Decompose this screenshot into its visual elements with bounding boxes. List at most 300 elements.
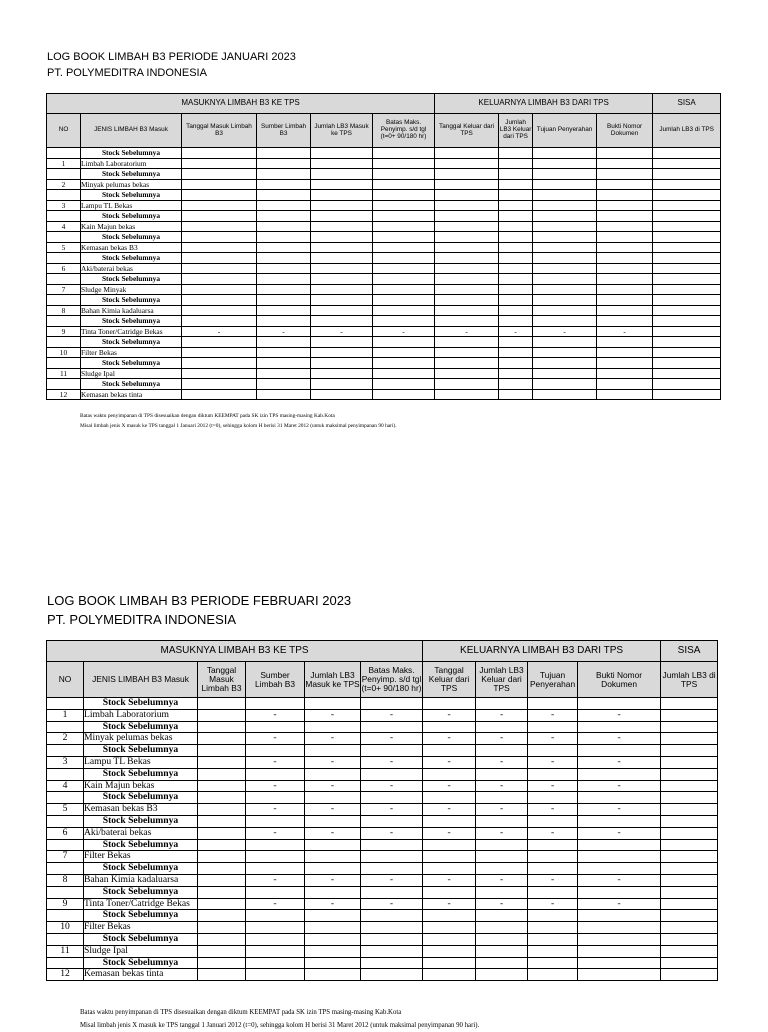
table-cell bbox=[435, 337, 499, 348]
table-cell bbox=[361, 863, 423, 875]
waste-type-name: Kemasan bekas tinta bbox=[84, 969, 198, 981]
table-cell bbox=[578, 957, 661, 969]
table-cell bbox=[578, 839, 661, 851]
table-cell bbox=[305, 851, 361, 863]
table-cell bbox=[533, 389, 597, 400]
table-cell bbox=[578, 886, 661, 898]
col-header-tujuan: Tujuan Penyerahan bbox=[528, 662, 578, 698]
waste-type-name: Limbah Laboratorium bbox=[81, 158, 182, 169]
stock-row bbox=[47, 792, 718, 804]
table-cell: - bbox=[373, 326, 435, 337]
table-cell bbox=[198, 969, 246, 981]
table-cell bbox=[257, 221, 311, 232]
table-cell bbox=[257, 379, 311, 390]
table-cell bbox=[373, 179, 435, 190]
col-header-tujuan: Tujuan Penyerahan bbox=[533, 114, 597, 148]
table-cell: - bbox=[305, 709, 361, 721]
table-row bbox=[47, 326, 721, 337]
table-cell bbox=[499, 179, 533, 190]
table-cell bbox=[435, 347, 499, 358]
table-row bbox=[47, 898, 718, 910]
table-cell bbox=[661, 792, 718, 804]
table-cell bbox=[246, 698, 305, 710]
table-cell bbox=[198, 945, 246, 957]
row-number: 10 bbox=[47, 347, 81, 358]
stock-label: Stock Sebelumnya bbox=[81, 253, 182, 264]
table-cell bbox=[597, 211, 653, 222]
table-cell bbox=[597, 274, 653, 285]
table-cell bbox=[305, 815, 361, 827]
table-row bbox=[47, 756, 718, 768]
table-cell bbox=[653, 358, 721, 369]
table-cell bbox=[305, 969, 361, 981]
table-cell bbox=[373, 242, 435, 253]
table-cell bbox=[373, 379, 435, 390]
table-cell bbox=[435, 169, 499, 180]
table-cell bbox=[182, 253, 257, 264]
table-cell bbox=[182, 295, 257, 306]
table-cell bbox=[423, 957, 476, 969]
table-cell bbox=[373, 200, 435, 211]
table-cell bbox=[533, 190, 597, 201]
table-cell: - bbox=[476, 733, 528, 745]
table-cell bbox=[305, 957, 361, 969]
table-row bbox=[47, 179, 721, 190]
stock-row bbox=[47, 148, 721, 159]
table-cell bbox=[423, 698, 476, 710]
col-header-no: NO bbox=[47, 114, 81, 148]
table-cell bbox=[182, 242, 257, 253]
table-cell bbox=[246, 792, 305, 804]
table-cell bbox=[311, 305, 373, 316]
table-cell bbox=[47, 190, 81, 201]
company-name: PT. POLYMEDITRA INDONESIA bbox=[47, 612, 237, 627]
stock-row bbox=[47, 337, 721, 348]
table-cell bbox=[661, 698, 718, 710]
waste-type-name: Tinta Toner/Catridge Bekas bbox=[84, 898, 198, 910]
table-cell bbox=[246, 815, 305, 827]
table-cell bbox=[182, 169, 257, 180]
table-cell: - bbox=[423, 827, 476, 839]
table-cell bbox=[653, 200, 721, 211]
table-cell bbox=[361, 969, 423, 981]
table-cell bbox=[435, 263, 499, 274]
table-cell bbox=[597, 148, 653, 159]
table-cell bbox=[597, 347, 653, 358]
table-cell bbox=[533, 211, 597, 222]
table-cell bbox=[597, 284, 653, 295]
waste-type-name: Lampu TL Bekas bbox=[84, 756, 198, 768]
table-cell bbox=[597, 253, 653, 264]
col-header-jenis: JENIS LIMBAH B3 Masuk bbox=[84, 662, 198, 698]
table-cell bbox=[423, 768, 476, 780]
table-cell bbox=[578, 922, 661, 934]
table-cell bbox=[499, 337, 533, 348]
table-cell: - bbox=[597, 326, 653, 337]
table-cell bbox=[257, 295, 311, 306]
table-cell bbox=[311, 179, 373, 190]
table-cell bbox=[361, 922, 423, 934]
table-cell: - bbox=[305, 756, 361, 768]
table-row bbox=[47, 733, 718, 745]
table-cell bbox=[528, 863, 578, 875]
table-cell bbox=[476, 851, 528, 863]
stock-label: Stock Sebelumnya bbox=[81, 295, 182, 306]
table-cell bbox=[305, 792, 361, 804]
table-row bbox=[47, 780, 718, 792]
table-cell: - bbox=[361, 874, 423, 886]
table-cell bbox=[246, 957, 305, 969]
table-cell bbox=[435, 253, 499, 264]
table-cell bbox=[533, 263, 597, 274]
col-header-sisa: Jumlah LB3 di TPS bbox=[653, 114, 721, 148]
col-header-jumlah-masuk: Jumlah LB3 Masuk ke TPS bbox=[311, 114, 373, 148]
table-row bbox=[47, 709, 718, 721]
table-cell bbox=[246, 851, 305, 863]
table-row bbox=[47, 263, 721, 274]
table-cell bbox=[653, 148, 721, 159]
table-cell bbox=[499, 242, 533, 253]
table-cell bbox=[476, 792, 528, 804]
table-cell bbox=[499, 232, 533, 243]
table-cell bbox=[578, 933, 661, 945]
table-cell bbox=[257, 200, 311, 211]
table-cell bbox=[257, 358, 311, 369]
table-cell bbox=[311, 242, 373, 253]
table-cell bbox=[499, 358, 533, 369]
table-cell bbox=[182, 368, 257, 379]
table-cell bbox=[578, 768, 661, 780]
table-cell bbox=[423, 851, 476, 863]
table-body bbox=[47, 148, 721, 400]
table-cell bbox=[653, 368, 721, 379]
table-cell bbox=[653, 347, 721, 358]
table-cell: - bbox=[578, 804, 661, 816]
table-cell bbox=[653, 379, 721, 390]
table-cell bbox=[435, 305, 499, 316]
table-cell bbox=[198, 839, 246, 851]
table-cell bbox=[597, 169, 653, 180]
table-cell: - bbox=[361, 804, 423, 816]
col-header-sumber: Sumber Limbah B3 bbox=[257, 114, 311, 148]
table-row bbox=[47, 242, 721, 253]
stock-label: Stock Sebelumnya bbox=[81, 274, 182, 285]
table-cell bbox=[47, 379, 81, 390]
stock-row bbox=[47, 910, 718, 922]
table-cell bbox=[361, 886, 423, 898]
table-cell bbox=[533, 316, 597, 327]
table-cell bbox=[528, 698, 578, 710]
table-cell bbox=[578, 851, 661, 863]
table-cell bbox=[311, 337, 373, 348]
stock-label: Stock Sebelumnya bbox=[81, 232, 182, 243]
table-cell bbox=[47, 316, 81, 327]
table-cell bbox=[476, 957, 528, 969]
group-header-in: MASUKNYA LIMBAH B3 KE TPS bbox=[47, 94, 435, 114]
table-cell bbox=[198, 922, 246, 934]
table-cell bbox=[373, 158, 435, 169]
stock-row bbox=[47, 211, 721, 222]
table-cell bbox=[476, 910, 528, 922]
table-cell: - bbox=[361, 756, 423, 768]
table-cell bbox=[198, 898, 246, 910]
table-cell bbox=[661, 839, 718, 851]
table-cell bbox=[597, 232, 653, 243]
table-cell bbox=[311, 211, 373, 222]
col-header-tanggal-masuk: Tanggal Masuk Limbah B3 bbox=[198, 662, 246, 698]
table-cell bbox=[499, 316, 533, 327]
group-header-sisa: SISA bbox=[661, 641, 718, 662]
table-cell bbox=[661, 874, 718, 886]
waste-type-name: Limbah Laboratorium bbox=[84, 709, 198, 721]
stock-row bbox=[47, 358, 721, 369]
row-number: 12 bbox=[47, 969, 84, 981]
table-cell bbox=[653, 305, 721, 316]
table-cell bbox=[361, 698, 423, 710]
row-number: 4 bbox=[47, 780, 84, 792]
table-cell bbox=[47, 358, 81, 369]
table-cell bbox=[653, 169, 721, 180]
stock-row bbox=[47, 839, 718, 851]
table-cell bbox=[578, 863, 661, 875]
row-number: 7 bbox=[47, 284, 81, 295]
table-cell bbox=[198, 851, 246, 863]
table-cell bbox=[533, 242, 597, 253]
table-cell bbox=[47, 721, 84, 733]
row-number: 2 bbox=[47, 179, 81, 190]
row-number: 6 bbox=[47, 827, 84, 839]
table-cell: - bbox=[361, 898, 423, 910]
table-cell bbox=[47, 933, 84, 945]
table-cell bbox=[499, 169, 533, 180]
table-cell bbox=[361, 851, 423, 863]
table-cell bbox=[47, 211, 81, 222]
group-header-out: KELUARNYA LIMBAH B3 DARI TPS bbox=[423, 641, 661, 662]
table-cell bbox=[198, 910, 246, 922]
table-cell: - bbox=[305, 733, 361, 745]
table-cell: - bbox=[257, 326, 311, 337]
table-cell bbox=[661, 756, 718, 768]
waste-type-name: Bahan Kimia kadaluarsa bbox=[81, 305, 182, 316]
table-cell bbox=[257, 305, 311, 316]
table-cell: - bbox=[246, 898, 305, 910]
stock-label: Stock Sebelumnya bbox=[84, 698, 198, 710]
table-cell: - bbox=[578, 827, 661, 839]
table-cell bbox=[597, 295, 653, 306]
logbook-table bbox=[46, 640, 718, 981]
table-cell bbox=[182, 148, 257, 159]
table-cell bbox=[257, 337, 311, 348]
col-header-no: NO bbox=[47, 662, 84, 698]
table-cell bbox=[597, 316, 653, 327]
table-cell bbox=[311, 169, 373, 180]
table-cell bbox=[661, 768, 718, 780]
table-cell bbox=[661, 721, 718, 733]
table-cell bbox=[578, 721, 661, 733]
footnote: Misal limbah jenis X masuk ke TPS tanggal 1 Januari 2012 (t=0), sehingga kolom H berisi 31 Maret 2012 (untuk maksimal penyimpanan 90 hari). bbox=[80, 1022, 480, 1029]
table-cell: - bbox=[246, 756, 305, 768]
table-cell bbox=[423, 721, 476, 733]
table-cell bbox=[435, 179, 499, 190]
table-cell bbox=[47, 863, 84, 875]
table-cell bbox=[499, 200, 533, 211]
table-cell bbox=[311, 347, 373, 358]
table-cell bbox=[476, 745, 528, 757]
stock-row bbox=[47, 190, 721, 201]
table-cell bbox=[661, 886, 718, 898]
waste-type-name: Kemasan bekas B3 bbox=[81, 242, 182, 253]
table-cell bbox=[373, 295, 435, 306]
stock-row bbox=[47, 274, 721, 285]
waste-type-name: Minyak pelumas bekas bbox=[84, 733, 198, 745]
table-cell bbox=[435, 274, 499, 285]
table-cell bbox=[423, 792, 476, 804]
table-cell bbox=[435, 232, 499, 243]
table-cell bbox=[661, 933, 718, 945]
table-cell bbox=[653, 232, 721, 243]
table-cell: - bbox=[305, 780, 361, 792]
table-cell bbox=[198, 815, 246, 827]
table-cell bbox=[311, 316, 373, 327]
footnotes bbox=[80, 1006, 479, 1032]
waste-type-name: Kemasan bekas B3 bbox=[84, 804, 198, 816]
stock-row bbox=[47, 745, 718, 757]
col-header-jumlah-keluar: Jumlah LB3 Keluar dari TPS bbox=[499, 114, 533, 148]
footnote: Batas waktu penyimpanan di TPS disesuaikan dengan diktum KEEMPAT pada SK izin TPS masing-masing Kab.Kota bbox=[80, 413, 335, 419]
stock-label: Stock Sebelumnya bbox=[84, 839, 198, 851]
stock-row bbox=[47, 863, 718, 875]
table-cell bbox=[533, 368, 597, 379]
table-cell bbox=[435, 242, 499, 253]
table-cell bbox=[373, 263, 435, 274]
table-cell bbox=[182, 263, 257, 274]
table-cell bbox=[246, 863, 305, 875]
table-cell bbox=[661, 745, 718, 757]
table-cell bbox=[653, 179, 721, 190]
table-cell: - bbox=[246, 733, 305, 745]
table-cell: - bbox=[361, 827, 423, 839]
table-cell bbox=[435, 389, 499, 400]
col-header-jumlah-masuk: Jumlah LB3 Masuk ke TPS bbox=[305, 662, 361, 698]
table-cell bbox=[198, 874, 246, 886]
table-cell bbox=[661, 827, 718, 839]
col-header-bukti: Bukti Nomor Dokumen bbox=[597, 114, 653, 148]
table-cell bbox=[653, 253, 721, 264]
table-cell bbox=[47, 295, 81, 306]
table-cell bbox=[528, 851, 578, 863]
row-number: 9 bbox=[47, 326, 81, 337]
waste-type-name: Kain Majun bekas bbox=[84, 780, 198, 792]
stock-label: Stock Sebelumnya bbox=[84, 886, 198, 898]
table-row bbox=[47, 389, 721, 400]
table-row bbox=[47, 922, 718, 934]
table-cell bbox=[373, 358, 435, 369]
waste-type-name: Aki/baterai bekas bbox=[81, 263, 182, 274]
table-cell bbox=[373, 253, 435, 264]
stock-label: Stock Sebelumnya bbox=[81, 337, 182, 348]
table-cell: - bbox=[423, 898, 476, 910]
table-cell bbox=[476, 698, 528, 710]
table-cell bbox=[311, 221, 373, 232]
table-cell bbox=[597, 337, 653, 348]
table-cell bbox=[476, 839, 528, 851]
table-cell bbox=[533, 274, 597, 285]
table-cell bbox=[528, 910, 578, 922]
table-cell bbox=[182, 379, 257, 390]
table-cell bbox=[47, 698, 84, 710]
table-cell bbox=[47, 232, 81, 243]
stock-row bbox=[47, 379, 721, 390]
table-cell bbox=[257, 158, 311, 169]
table-cell bbox=[305, 721, 361, 733]
table-cell bbox=[246, 945, 305, 957]
table-cell bbox=[499, 305, 533, 316]
table-cell bbox=[361, 815, 423, 827]
table-cell bbox=[182, 316, 257, 327]
table-cell bbox=[653, 316, 721, 327]
table-cell bbox=[198, 780, 246, 792]
table-cell bbox=[361, 721, 423, 733]
table-cell bbox=[246, 745, 305, 757]
table-cell bbox=[661, 815, 718, 827]
table-cell bbox=[653, 326, 721, 337]
table-cell bbox=[528, 945, 578, 957]
table-cell bbox=[499, 190, 533, 201]
table-cell: - bbox=[528, 827, 578, 839]
row-number: 5 bbox=[47, 804, 84, 816]
table-cell: - bbox=[311, 326, 373, 337]
table-cell bbox=[423, 815, 476, 827]
table-cell bbox=[47, 815, 84, 827]
table-cell bbox=[47, 253, 81, 264]
table-cell bbox=[661, 804, 718, 816]
table-cell: - bbox=[435, 326, 499, 337]
table-cell bbox=[499, 263, 533, 274]
stock-row bbox=[47, 721, 718, 733]
table-cell bbox=[653, 158, 721, 169]
table-cell bbox=[47, 957, 84, 969]
table-cell: - bbox=[578, 874, 661, 886]
table-cell bbox=[305, 768, 361, 780]
table-cell bbox=[182, 190, 257, 201]
table-cell: - bbox=[476, 756, 528, 768]
row-number: 12 bbox=[47, 389, 81, 400]
stock-label: Stock Sebelumnya bbox=[81, 190, 182, 201]
table-cell bbox=[499, 389, 533, 400]
col-header-jenis: JENIS LIMBAH B3 Masuk bbox=[81, 114, 182, 148]
stock-label: Stock Sebelumnya bbox=[84, 768, 198, 780]
stock-row bbox=[47, 169, 721, 180]
table-cell bbox=[423, 839, 476, 851]
table-cell bbox=[533, 158, 597, 169]
table-cell bbox=[198, 768, 246, 780]
col-header-sumber: Sumber Limbah B3 bbox=[246, 662, 305, 698]
table-cell bbox=[257, 148, 311, 159]
table-cell: - bbox=[499, 326, 533, 337]
stock-row bbox=[47, 295, 721, 306]
table-cell bbox=[653, 211, 721, 222]
stock-label: Stock Sebelumnya bbox=[84, 933, 198, 945]
stock-label: Stock Sebelumnya bbox=[81, 148, 182, 159]
page-title: LOG BOOK LIMBAH B3 PERIODE FEBRUARI 2023 bbox=[47, 593, 352, 608]
table-cell bbox=[257, 190, 311, 201]
table-cell bbox=[661, 945, 718, 957]
stock-row bbox=[47, 698, 718, 710]
table-cell bbox=[528, 792, 578, 804]
stock-label: Stock Sebelumnya bbox=[84, 863, 198, 875]
table-cell bbox=[528, 969, 578, 981]
table-cell bbox=[305, 698, 361, 710]
